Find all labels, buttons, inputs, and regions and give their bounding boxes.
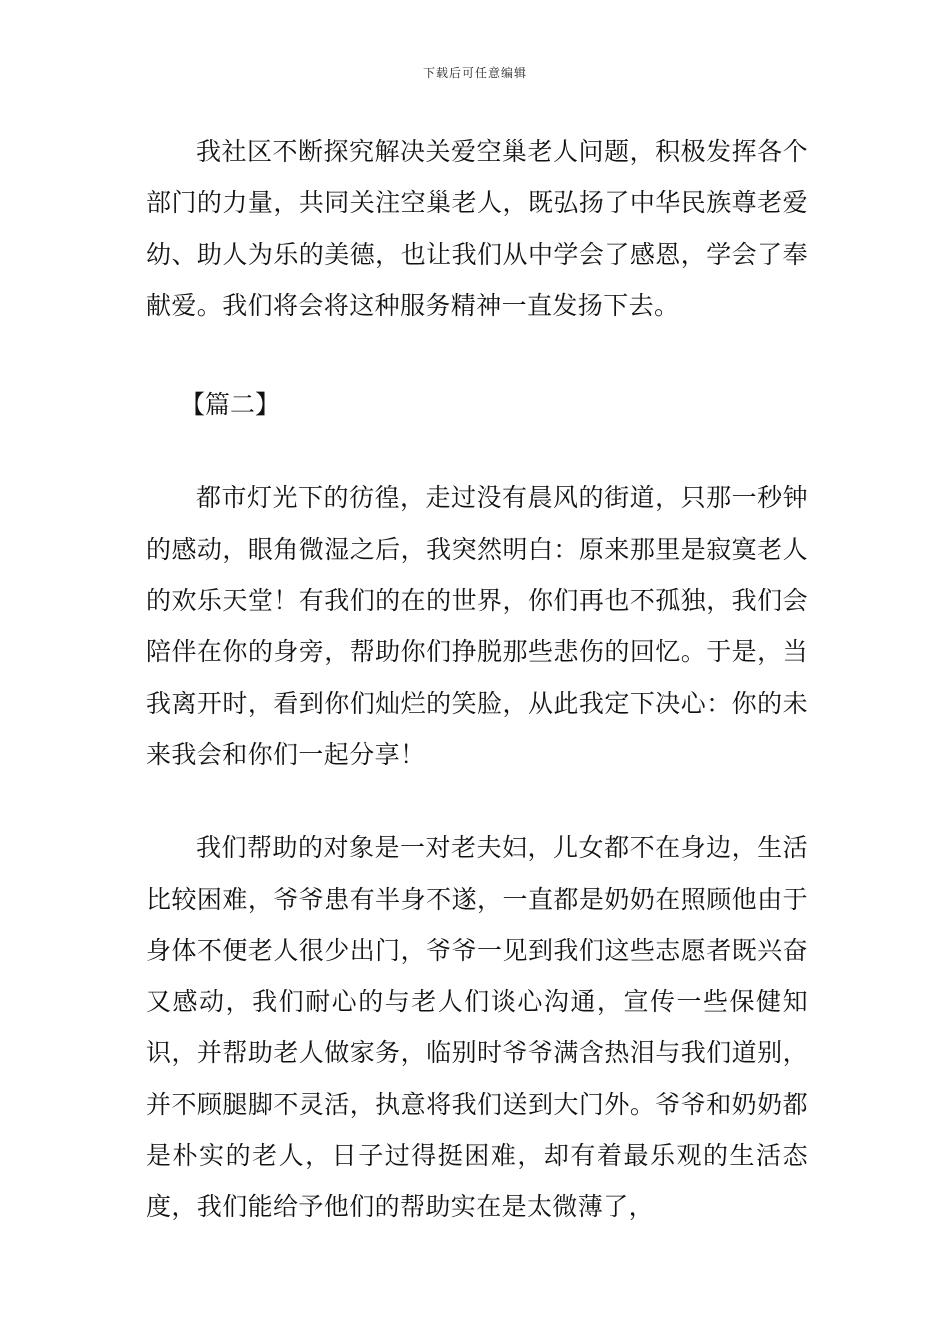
document-body <box>146 126 808 1233</box>
section-heading: 【篇二】 <box>180 390 281 420</box>
paragraph-2: 都市灯光下的彷徨，走过没有晨风的街道，只那一秒钟的感动，眼角微湿之后，我突然明白：原来那里是寂寞老人的欢乐天堂！有我们的在的世界，你们再也不孤独，我们会陪伴在你的身旁，帮助你们挣脱那些悲伤的回忆。于是，当我离开时，看到你们灿烂的笑脸，从此我定下决心：你的未来我会和你们一起分享！ <box>146 483 808 769</box>
paragraph-1: 我社区不断探究解决关爱空巢老人问题，积极发挥各个部门的力量，共同关注空巢老人，既弘扬了中华民族尊老爱幼、助人为乐的美德，也让我们从中学会了感恩，学会了奉献爱。我们将会将这种服务精神一直发扬下去。 <box>146 137 808 320</box>
paragraph-spacer <box>146 430 808 472</box>
paragraph-3: 我们帮助的对象是一对老夫妇，儿女都不在身边，生活比较困难，爷爷患有半身不遂，一直都是奶奶在照顾他由于身体不便老人很少出门，爷爷一见到我们这些志愿者既兴奋又感动，我们耐心的与老人们谈心沟通，宣传一些保健知识，并帮助老人做家务，临别时爷爷满含热泪与我们道别，并不顾腿脚不灵活，执意将我们送到大门外。爷爷和奶奶都是朴实的老人，日子过得挺困难，却有着最乐观的生活态度，我们能给予他们的帮助实在是太微薄了， <box>146 833 808 1222</box>
paragraph-spacer <box>146 780 808 822</box>
header-note: 下载后可任意编辑 <box>422 66 527 80</box>
paragraph-spacer <box>146 331 808 379</box>
